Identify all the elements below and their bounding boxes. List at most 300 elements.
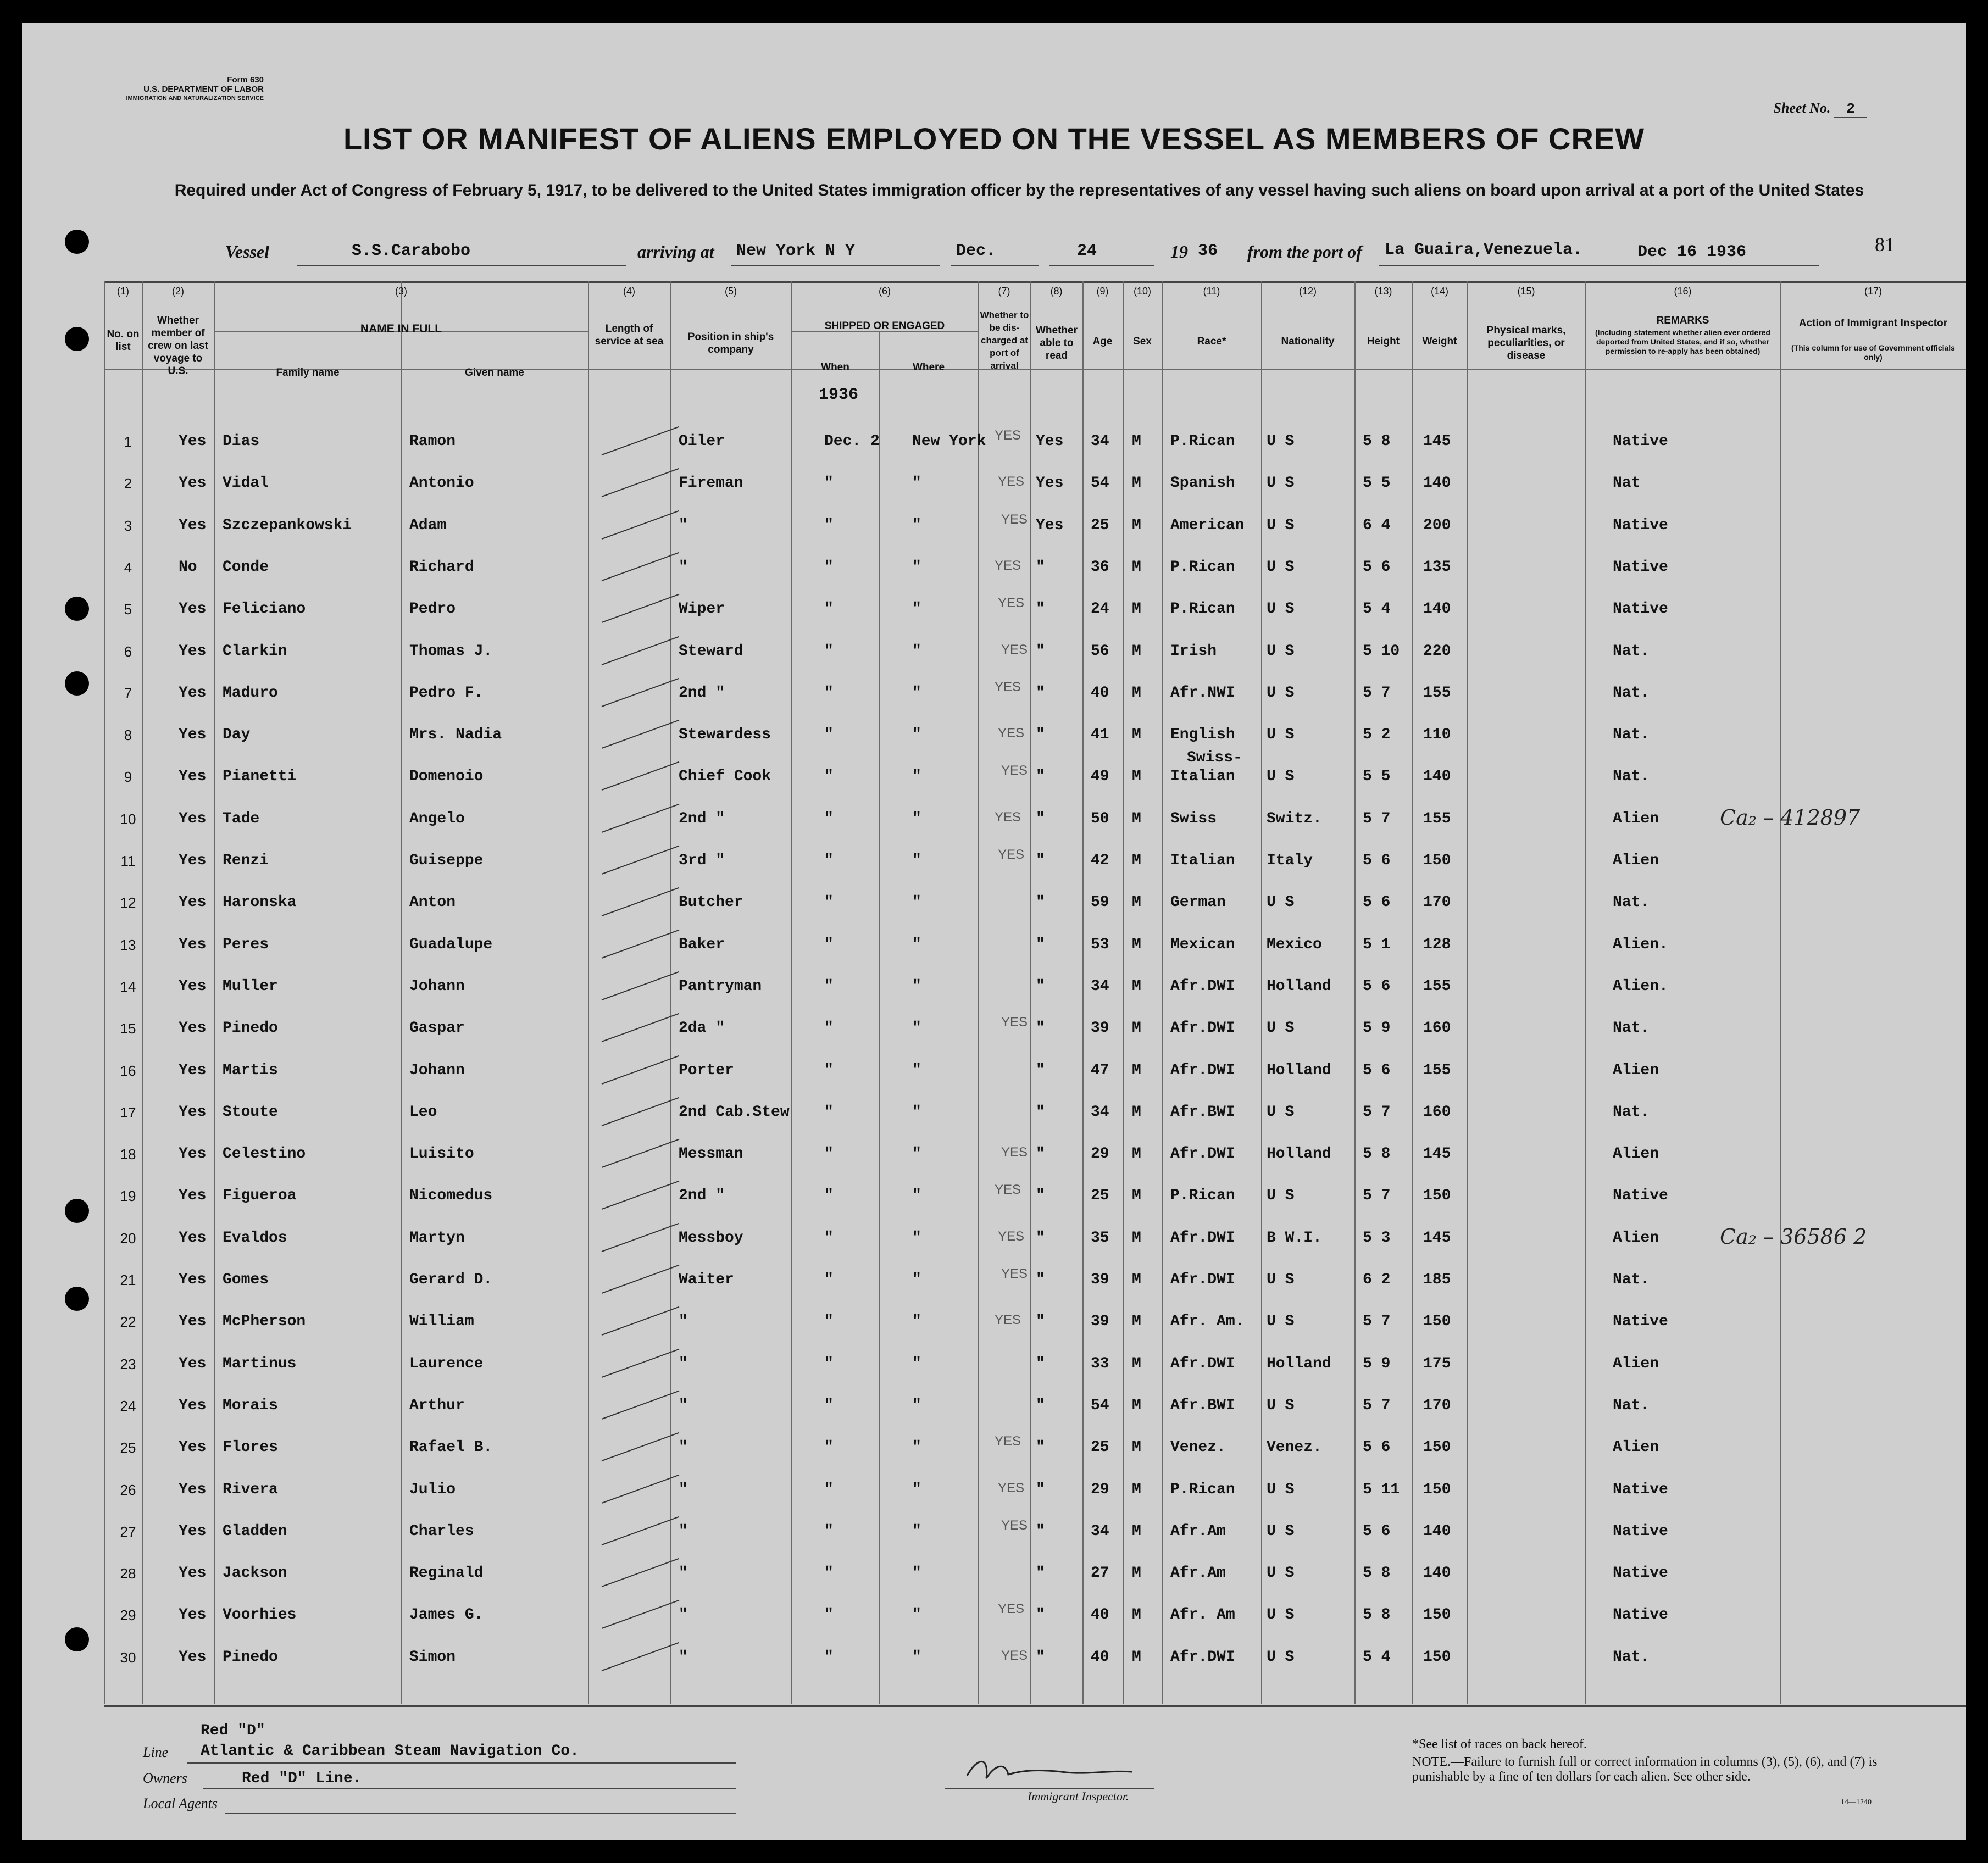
discharged-stamp: YES: [998, 596, 1025, 610]
age-cell: 49: [1091, 768, 1109, 785]
race-cell: Afr.DWI: [1170, 1020, 1235, 1037]
header-shipped-engaged: SHIPPED OR ENGAGED: [824, 320, 945, 332]
remarks-cell: Nat: [1613, 475, 1641, 492]
service-check-mark: [602, 468, 680, 497]
race-note-cell: Swiss-: [1187, 749, 1242, 766]
position-cell: Baker: [679, 936, 725, 953]
height-cell: 6 2: [1363, 1271, 1391, 1288]
line-value: Atlantic & Caribbean Steam Navigation Co.: [201, 1743, 579, 1760]
header-height: Height: [1367, 336, 1400, 347]
nationality-cell: U S: [1267, 894, 1295, 911]
crew-member-cell: Yes: [179, 1397, 207, 1414]
shipped-where-cell: ": [912, 1271, 921, 1288]
crew-member-cell: Yes: [179, 685, 207, 702]
given-name-cell: Anton: [409, 894, 456, 911]
service-check-mark: [602, 930, 680, 959]
remarks-cell: Nat.: [1613, 1020, 1650, 1037]
nationality-cell: U S: [1267, 1020, 1295, 1037]
nationality-cell: Italy: [1267, 852, 1313, 869]
weight-cell: 140: [1423, 1565, 1451, 1582]
discharged-stamp: YES: [995, 810, 1021, 825]
able-to-read-cell: ": [1036, 1020, 1045, 1037]
height-cell: 5 9: [1363, 1020, 1391, 1037]
given-name-cell: Charles: [409, 1523, 474, 1540]
shipped-when-cell: ": [824, 978, 834, 995]
year-prefix: 19: [1170, 242, 1188, 262]
position-cell: ": [679, 1439, 688, 1456]
sex-cell: M: [1132, 433, 1141, 450]
age-cell: 24: [1091, 600, 1109, 618]
remarks-cell: Alien.: [1613, 978, 1668, 995]
age-cell: 29: [1091, 1145, 1109, 1163]
race-cell: Afr.DWI: [1170, 978, 1235, 995]
able-to-read-cell: ": [1036, 936, 1045, 953]
colnum-13: (13): [1374, 286, 1392, 297]
nationality-cell: U S: [1267, 1104, 1295, 1121]
shipped-when-cell: ": [824, 475, 834, 492]
shipped-when-cell: ": [824, 1187, 834, 1204]
race-cell: Afr. Am.: [1170, 1313, 1245, 1330]
discharged-stamp: YES: [995, 1434, 1021, 1449]
header-name-in-full: NAME IN FULL: [360, 322, 442, 335]
header-inspector-note: (This column for use of Government officials only): [1791, 343, 1955, 362]
nationality-cell: U S: [1267, 1397, 1295, 1414]
height-cell: 5 8: [1363, 433, 1391, 450]
weight-cell: 160: [1423, 1020, 1451, 1037]
sex-cell: M: [1132, 1020, 1141, 1037]
given-name-cell: Ramon: [409, 433, 456, 450]
header-remarks-note: (Including statement whether alien ever ordered deported from United States, and if so, whether permission to re-apply has been obtained): [1595, 328, 1770, 355]
nationality-cell: U S: [1267, 1271, 1295, 1288]
discharged-stamp: YES: [998, 1601, 1025, 1616]
remarks-cell: Native: [1613, 559, 1668, 576]
race-cell: Mexican: [1170, 936, 1235, 953]
weight-cell: 140: [1423, 768, 1451, 785]
family-name-cell: Celestino: [223, 1145, 306, 1163]
header-position: Position in ship's company: [687, 331, 774, 355]
nationality-cell: U S: [1267, 433, 1295, 450]
service-check-mark: [602, 1097, 680, 1126]
remarks-cell: Alien: [1613, 1439, 1659, 1456]
height-cell: 5 4: [1363, 1649, 1391, 1666]
shipped-when-cell: ": [824, 1313, 834, 1330]
family-name-cell: Feliciano: [223, 600, 306, 618]
page-number: 81: [1875, 233, 1895, 255]
weight-cell: 155: [1423, 1062, 1451, 1079]
race-cell: P.Rican: [1170, 600, 1235, 618]
race-cell: Swiss: [1170, 810, 1217, 827]
shipped-where-cell: ": [912, 1230, 921, 1247]
shipped-where-cell: ": [912, 978, 921, 995]
header-when: When: [821, 362, 849, 373]
sex-cell: M: [1132, 978, 1141, 995]
page-subtitle: Required under Act of Congress of February 5, 1917, to be delivered to the United States immigration officer by the representatives of any vessel having such aliens on board upon arrival at a port of the United States: [174, 181, 1864, 199]
header-length-of-service: Length of service at sea: [595, 323, 664, 347]
row-number: 24: [120, 1398, 136, 1414]
family-name-cell: Evaldos: [223, 1230, 287, 1247]
remarks-cell: Alien: [1613, 810, 1659, 827]
colnum-2: (2): [172, 286, 184, 297]
able-to-read-cell: ": [1036, 1523, 1045, 1540]
remarks-cell: Nat.: [1613, 1397, 1650, 1414]
shipped-where-cell: ": [912, 1606, 921, 1623]
weight-cell: 155: [1423, 810, 1451, 827]
vessel-label: Vessel: [225, 242, 269, 262]
family-name-cell: Gladden: [223, 1523, 287, 1540]
family-name-cell: McPherson: [223, 1313, 306, 1330]
weight-cell: 110: [1423, 726, 1451, 743]
given-name-cell: Johann: [409, 1062, 465, 1079]
family-name-cell: Conde: [223, 559, 269, 576]
height-cell: 5 6: [1363, 852, 1391, 869]
shipped-where-cell: ": [912, 1020, 921, 1037]
colnum-7: (7): [998, 286, 1010, 297]
race-cell: Venez.: [1170, 1439, 1226, 1456]
remarks-cell: Native: [1613, 517, 1668, 534]
header-weight: Weight: [1422, 336, 1457, 347]
nationality-cell: U S: [1267, 643, 1295, 660]
family-name-cell: Figueroa: [223, 1187, 297, 1204]
able-to-read-cell: ": [1036, 1439, 1045, 1456]
service-check-mark: [602, 846, 680, 875]
colnum-14: (14): [1430, 286, 1448, 297]
height-cell: 5 6: [1363, 1062, 1391, 1079]
weight-cell: 150: [1423, 1439, 1451, 1456]
shipped-when-cell: ": [824, 1271, 834, 1288]
position-cell: 2nd ": [679, 1187, 725, 1204]
able-to-read-cell: ": [1036, 726, 1045, 743]
department-label: U.S. DEPARTMENT OF LABOR: [143, 85, 264, 94]
position-cell: ": [679, 1606, 688, 1623]
shipped-where-cell: ": [912, 1397, 921, 1414]
weight-cell: 145: [1423, 1230, 1451, 1247]
height-cell: 6 4: [1363, 517, 1391, 534]
race-cell: Afr.DWI: [1170, 1271, 1235, 1288]
form-code: 14—1240: [1841, 1798, 1872, 1806]
remarks-cell: Native: [1613, 1481, 1668, 1498]
age-cell: 36: [1091, 559, 1109, 576]
departure-date: Dec 16 1936: [1637, 243, 1747, 262]
remarks-cell: Nat.: [1613, 685, 1650, 702]
shipped-where-cell: ": [912, 517, 921, 534]
row-number: 25: [120, 1439, 136, 1456]
nationality-cell: U S: [1267, 1649, 1295, 1666]
race-note: *See list of races on back hereof.: [1412, 1737, 1587, 1751]
height-cell: 5 2: [1363, 726, 1391, 743]
position-cell: ": [679, 1397, 688, 1414]
header-physical-marks: Physical marks, peculiarities, or disease: [1486, 325, 1566, 362]
weight-cell: 140: [1423, 1523, 1451, 1540]
service-check-mark: [602, 971, 680, 1000]
position-cell: Messboy: [679, 1230, 743, 1247]
race-cell: German: [1170, 894, 1226, 911]
remarks-cell: Native: [1613, 1523, 1668, 1540]
age-cell: 34: [1091, 978, 1109, 995]
race-cell: Afr.BWI: [1170, 1104, 1235, 1121]
able-to-read-cell: ": [1036, 685, 1045, 702]
shipped-when-cell: ": [824, 1397, 834, 1414]
line-label: Line: [143, 1744, 169, 1760]
position-cell: ": [679, 1649, 688, 1666]
header-age: Age: [1092, 336, 1113, 347]
position-cell: Porter: [679, 1062, 734, 1079]
given-name-cell: Arthur: [409, 1397, 465, 1414]
able-to-read-cell: ": [1036, 978, 1045, 995]
remarks-cell: Nat.: [1613, 768, 1650, 785]
race-cell: Afr.DWI: [1170, 1649, 1235, 1666]
race-cell: P.Rican: [1170, 433, 1235, 450]
shipped-where-cell: ": [912, 726, 921, 743]
sex-cell: M: [1132, 685, 1141, 702]
header-nationality: Nationality: [1281, 336, 1335, 347]
family-name-cell: Martis: [223, 1062, 278, 1079]
family-name-cell: Voorhies: [223, 1606, 297, 1623]
shipped-where-cell: ": [912, 1062, 921, 1079]
height-cell: 5 1: [1363, 936, 1391, 953]
sex-cell: M: [1132, 1062, 1141, 1079]
service-check-mark: [602, 1013, 680, 1042]
row-number: 14: [120, 978, 136, 995]
crew-member-cell: Yes: [179, 433, 207, 450]
given-name-cell: Guiseppe: [409, 852, 484, 869]
punch-hole: [65, 1287, 89, 1311]
header-crew-member: Whether member of crew on last voyage to U.S.: [148, 315, 208, 377]
nationality-cell: U S: [1267, 517, 1295, 534]
position-cell: Messman: [679, 1145, 743, 1163]
weight-cell: 150: [1423, 1481, 1451, 1498]
nationality-cell: U S: [1267, 475, 1295, 492]
crew-member-cell: Yes: [179, 517, 207, 534]
age-cell: 54: [1091, 1397, 1109, 1414]
colnum-10: (10): [1133, 286, 1151, 297]
nationality-cell: Holland: [1267, 978, 1331, 995]
sex-cell: M: [1132, 559, 1141, 576]
sex-cell: M: [1132, 1271, 1141, 1288]
discharged-stamp: YES: [1001, 1648, 1028, 1663]
shipped-where-cell: ": [912, 1565, 921, 1582]
weight-cell: 150: [1423, 1649, 1451, 1666]
age-cell: 41: [1091, 726, 1109, 743]
shipped-when-cell: ": [824, 1481, 834, 1498]
vessel-name: S.S.Carabobo: [352, 242, 471, 260]
able-to-read-cell: Yes: [1036, 433, 1064, 450]
age-cell: 34: [1091, 1523, 1109, 1540]
height-cell: 5 11: [1363, 1481, 1400, 1498]
nationality-cell: Switz.: [1267, 810, 1322, 827]
shipped-when-cell: ": [824, 1104, 834, 1121]
sheet-number: [1774, 100, 1868, 118]
colnum-15: (15): [1517, 286, 1535, 297]
crew-member-cell: Yes: [179, 1145, 207, 1163]
family-name-cell: Flores: [223, 1439, 278, 1456]
weight-cell: 145: [1423, 433, 1451, 450]
colnum-1: (1): [117, 286, 129, 297]
position-cell: Wiper: [679, 600, 725, 618]
discharged-stamp: YES: [998, 474, 1025, 489]
able-to-read-cell: ": [1036, 1481, 1045, 1498]
shipped-when-cell: ": [824, 1649, 834, 1666]
age-cell: 35: [1091, 1230, 1109, 1247]
given-name-cell: Reginald: [409, 1565, 484, 1582]
vessel-line: [225, 242, 269, 262]
row-number: 7: [124, 685, 132, 702]
remarks-cell: Native: [1613, 1313, 1668, 1330]
given-name-cell: Nicomedus: [409, 1187, 493, 1204]
position-cell: Waiter: [679, 1271, 734, 1288]
position-cell: Chief Cook: [679, 768, 771, 785]
shipped-where-cell: ": [912, 1145, 921, 1163]
age-cell: 42: [1091, 852, 1109, 869]
shipped-where-cell: ": [912, 1439, 921, 1456]
crew-member-cell: Yes: [179, 1565, 207, 1582]
service-check-mark: [602, 594, 680, 623]
age-cell: 40: [1091, 1606, 1109, 1623]
given-name-cell: Antonio: [409, 475, 474, 492]
height-cell: 5 7: [1363, 1313, 1391, 1330]
position-cell: Stewardess: [679, 726, 771, 743]
discharged-stamp: YES: [1001, 1266, 1028, 1281]
weight-cell: 128: [1423, 936, 1451, 953]
age-cell: 39: [1091, 1271, 1109, 1288]
able-to-read-cell: ": [1036, 1062, 1045, 1079]
discharged-stamp: YES: [998, 1229, 1025, 1244]
crew-member-cell: Yes: [179, 978, 207, 995]
sex-cell: M: [1132, 1606, 1141, 1623]
given-name-cell: Pedro F.: [409, 685, 484, 702]
colnum-8: (8): [1050, 286, 1063, 297]
age-cell: 40: [1091, 685, 1109, 702]
family-name-cell: Martinus: [223, 1355, 297, 1372]
discharged-stamp: YES: [995, 1313, 1021, 1327]
crew-member-cell: No: [179, 559, 197, 576]
position-cell: Pantryman: [679, 978, 762, 995]
race-cell: Italian: [1170, 768, 1235, 785]
weight-cell: 200: [1423, 517, 1451, 534]
row-number: 28: [120, 1565, 136, 1582]
given-name-cell: James G.: [409, 1606, 484, 1623]
colnum-12: (12): [1298, 286, 1317, 297]
position-cell: ": [679, 517, 688, 534]
family-name-cell: Pinedo: [223, 1020, 278, 1037]
row-number: 26: [120, 1482, 136, 1498]
height-cell: 5 7: [1363, 1104, 1391, 1121]
able-to-read-cell: ": [1036, 1313, 1045, 1330]
header-able-to-read: Whether able to read: [1036, 325, 1078, 362]
shipped-where-cell: ": [912, 768, 921, 785]
sex-cell: M: [1132, 1439, 1141, 1456]
given-name-cell: Adam: [409, 517, 447, 534]
age-cell: 29: [1091, 1481, 1109, 1498]
able-to-read-cell: ": [1036, 852, 1045, 869]
shipped-where-cell: ": [912, 643, 921, 660]
age-cell: 59: [1091, 894, 1109, 911]
position-cell: 2nd ": [679, 810, 725, 827]
shipped-when-cell: ": [824, 1145, 834, 1163]
shipped-when-cell: ": [824, 936, 834, 953]
height-cell: 5 10: [1363, 643, 1400, 660]
race-cell: Italian: [1170, 852, 1235, 869]
position-cell: ": [679, 1355, 688, 1372]
row-number: 27: [120, 1523, 136, 1540]
shipped-when-cell: ": [824, 559, 834, 576]
age-cell: 39: [1091, 1313, 1109, 1330]
service-check-mark: [602, 1139, 680, 1168]
family-name-cell: Haronska: [223, 894, 297, 911]
family-name-cell: Dias: [223, 433, 260, 450]
family-name-cell: Rivera: [223, 1481, 278, 1498]
race-cell: English: [1170, 726, 1235, 743]
discharged-stamp: YES: [1001, 1015, 1028, 1030]
height-cell: 5 5: [1363, 475, 1391, 492]
remarks-cell: Native: [1613, 1606, 1668, 1623]
shipped-where-cell: ": [912, 600, 921, 618]
row-number: 4: [124, 559, 132, 576]
given-name-cell: Luisito: [409, 1145, 474, 1163]
shipped-where-cell: ": [912, 685, 921, 702]
row-number: 22: [120, 1314, 136, 1330]
remarks-cell: Native: [1613, 433, 1668, 450]
discharged-stamp: YES: [1001, 642, 1028, 657]
arrival-month: Dec.: [956, 242, 996, 260]
row-number: 19: [120, 1188, 136, 1204]
sex-cell: M: [1132, 810, 1141, 827]
colnum-17: (17): [1864, 286, 1882, 297]
nationality-cell: U S: [1267, 1187, 1295, 1204]
row-number: 30: [120, 1649, 136, 1666]
shipped-when-cell: ": [824, 726, 834, 743]
height-cell: 5 9: [1363, 1355, 1391, 1372]
position-cell: ": [679, 1481, 688, 1498]
given-name-cell: Leo: [409, 1104, 437, 1121]
header-discharged: Whether to be dis- charged at port of arrival: [980, 310, 1029, 371]
remarks-cell: Native: [1613, 1187, 1668, 1204]
sex-cell: M: [1132, 1230, 1141, 1247]
row-number: 21: [120, 1272, 136, 1288]
weight-cell: 135: [1423, 559, 1451, 576]
discharged-stamp: YES: [995, 1182, 1021, 1197]
shipped-where-cell: ": [912, 559, 921, 576]
height-cell: 5 7: [1363, 1397, 1391, 1414]
inspector-annotation: Ca₂ – 36586 2: [1720, 1225, 1867, 1249]
sex-cell: M: [1132, 517, 1141, 534]
page-title: LIST OR MANIFEST OF ALIENS EMPLOYED ON THE VESSEL AS MEMBERS OF CREW: [343, 121, 1645, 156]
colnum-6: (6): [879, 286, 891, 297]
owners-label: Owners: [143, 1770, 187, 1786]
weight-cell: 150: [1423, 1313, 1451, 1330]
weight-cell: 170: [1423, 1397, 1451, 1414]
height-cell: 5 3: [1363, 1230, 1391, 1247]
sex-cell: M: [1132, 1145, 1141, 1163]
service-check-mark: [602, 1432, 680, 1461]
remarks-cell: Alien: [1613, 1145, 1659, 1163]
shipped-where-cell: ": [912, 1187, 921, 1204]
family-name-cell: Muller: [223, 978, 278, 995]
age-cell: 39: [1091, 1020, 1109, 1037]
position-cell: 2nd ": [679, 685, 725, 702]
race-cell: P.Rican: [1170, 1481, 1235, 1498]
weight-cell: 150: [1423, 1187, 1451, 1204]
arriving-label: arriving at: [637, 242, 714, 262]
crew-member-cell: Yes: [179, 1355, 207, 1372]
race-cell: Afr.Am: [1170, 1565, 1226, 1582]
service-check-mark: [602, 1223, 680, 1252]
line-top: Red "D": [201, 1722, 265, 1739]
family-name-cell: Maduro: [223, 685, 278, 702]
row-number: 3: [124, 518, 132, 534]
given-name-cell: Gerard D.: [409, 1271, 493, 1288]
row-number: 12: [120, 894, 136, 911]
sex-cell: M: [1132, 1104, 1141, 1121]
